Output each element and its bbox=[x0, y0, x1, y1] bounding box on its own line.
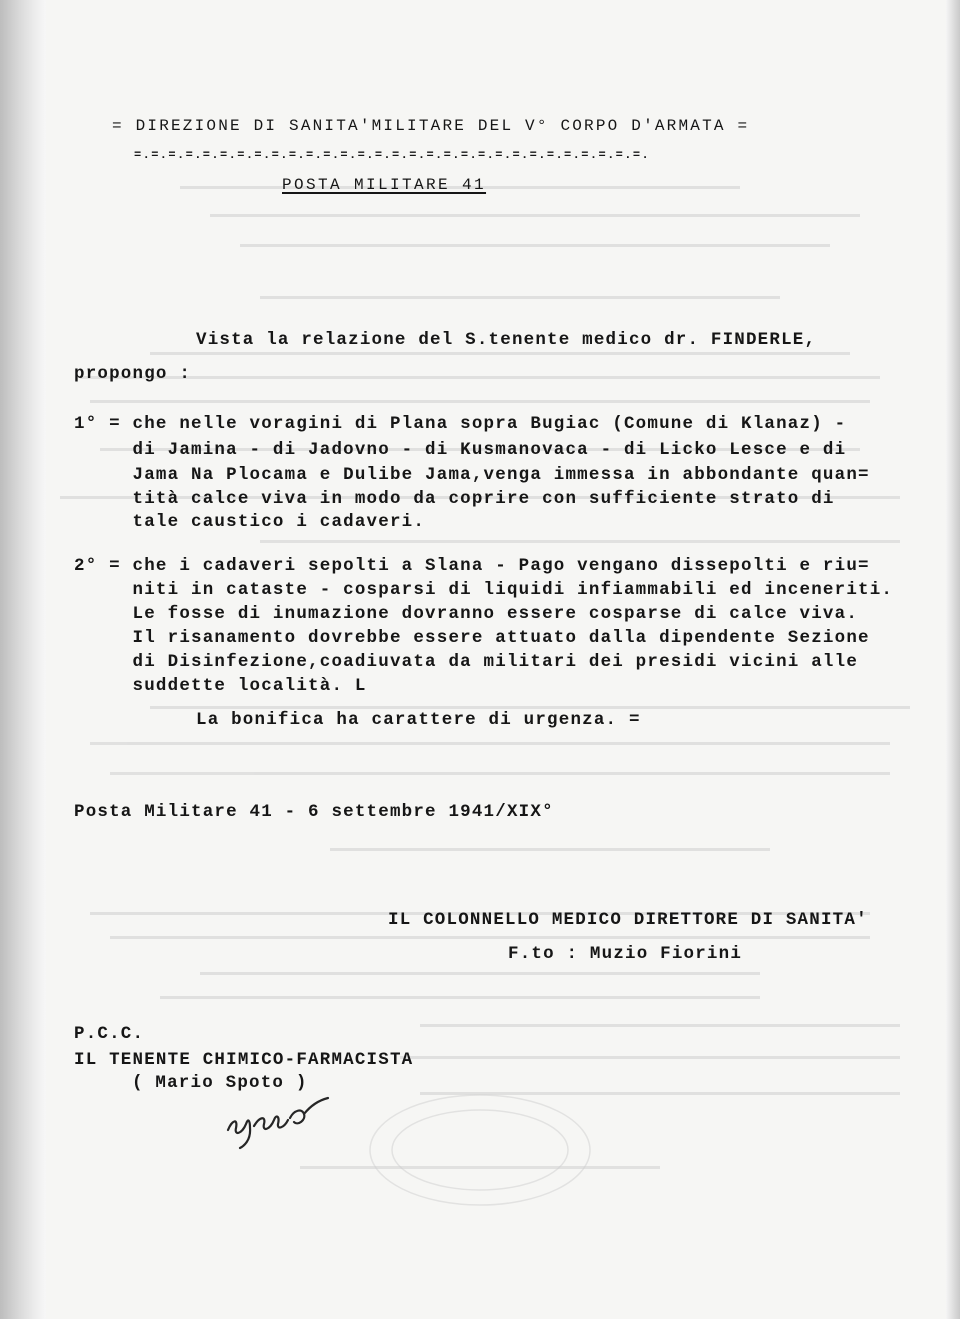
scan-right-edge bbox=[946, 0, 960, 1319]
pcc-mark: P.C.C. bbox=[74, 1024, 145, 1044]
certifier-rank: IL TENENTE CHIMICO-FARMACISTA bbox=[74, 1050, 414, 1070]
item2-line: di Disinfezione,coadiuvata da militari dei presidi vicini alle bbox=[74, 652, 859, 672]
scan-left-edge bbox=[0, 0, 46, 1319]
item2-line: 2° = che i cadaveri sepolti a Slana - Pago vengano dissepolti e riu= bbox=[74, 556, 870, 576]
item2-line: Le fosse di inumazione dovranno essere cosparse di calce viva. bbox=[74, 604, 859, 624]
dateline: Posta Militare 41 - 6 settembre 1941/XIX° bbox=[74, 802, 554, 822]
item1-line: Jama Na Plocama e Dulibe Jama,venga immessa in abbondante quan= bbox=[74, 465, 870, 485]
urgency-line: La bonifica ha carattere di urgenza. = bbox=[196, 710, 641, 730]
item1-line: tale caustico i cadaveri. bbox=[74, 512, 426, 532]
certifier-name: ( Mario Spoto ) bbox=[132, 1073, 308, 1093]
item2-line: niti in cataste - cosparsi di liquidi infiammabili ed inceneriti. bbox=[74, 580, 894, 600]
item1-line: 1° = che nelle voragini di Plana sopra Bugiac (Comune di Klanaz) - bbox=[74, 414, 847, 434]
item2-line: suddette località. L bbox=[74, 676, 367, 696]
postal-subtitle: POSTA MILITARE 41 bbox=[282, 176, 487, 194]
item1-line: tità calce viva in modo da coprire con sufficiente strato di bbox=[74, 489, 835, 509]
intro-line: Vista la relazione del S.tenente medico dr. FINDERLE, bbox=[196, 330, 817, 350]
signatory-title: IL COLONNELLO MEDICO DIRETTORE DI SANITA' bbox=[388, 910, 868, 930]
heading-separator: =.=.=.=.=.=.=.=.=.=.=.=.=.=.=.=.=.=.=.=.=.=.=.=.=.=.=.=.=.=. bbox=[134, 148, 651, 162]
item2-line: Il risanamento dovrebbe essere attuato dalla dipendente Sezione bbox=[74, 628, 870, 648]
signatory-name: F.to : Muzio Fiorini bbox=[508, 944, 743, 964]
office-heading: = DIREZIONE DI SANITA'MILITARE DEL V° CORPO D'ARMATA = bbox=[112, 117, 750, 135]
handwritten-signature bbox=[220, 1090, 340, 1150]
propose-line: propongo : bbox=[74, 364, 192, 384]
item1-line: di Jamina - di Jadovno - di Kusmanovaca - di Licko Lesce e di bbox=[74, 440, 847, 460]
